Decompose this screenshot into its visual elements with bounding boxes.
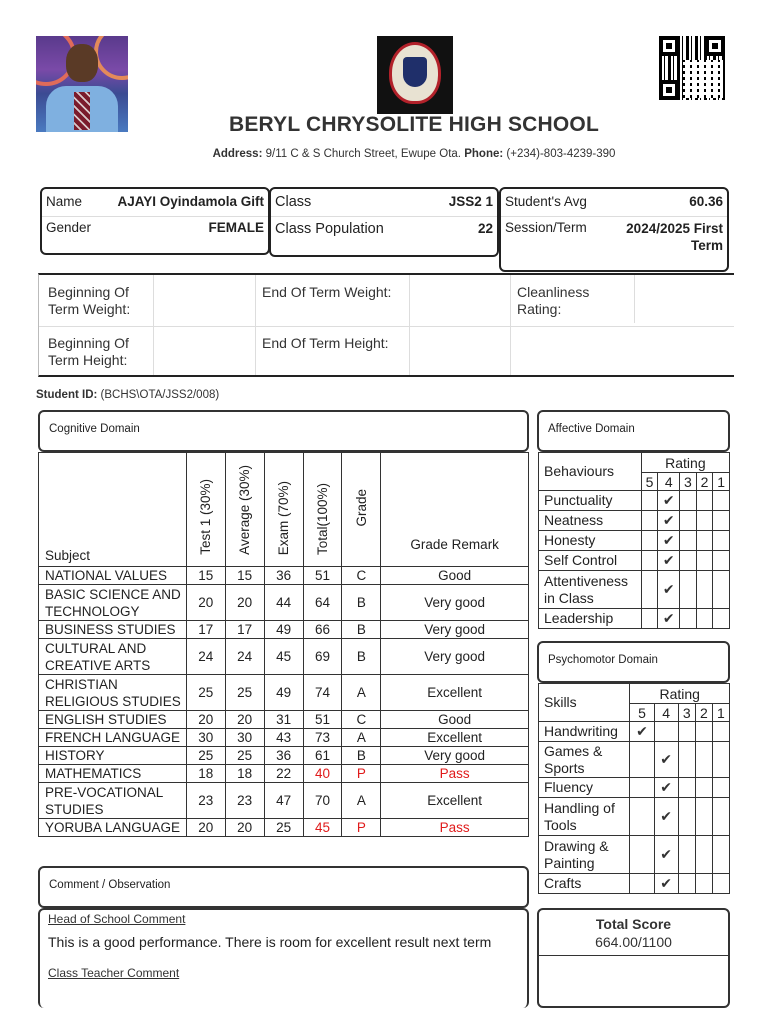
- affective-row: [539, 491, 730, 511]
- student-identity-box: [40, 187, 270, 255]
- subject-cell: NATIONAL VALUES: [39, 567, 187, 585]
- school-address: Address: 9/11 C & S Church Street, Ewupe Ota. Phone: (+234)-803-4239-390: [212, 148, 616, 160]
- psychomotor-label: Drawing & Painting: [539, 836, 630, 874]
- rating-cell: [695, 836, 712, 874]
- total-cell: 64: [303, 585, 342, 621]
- total-cell: 66: [303, 621, 342, 639]
- rating-cell: [630, 874, 654, 894]
- rating-cell: [713, 571, 730, 609]
- rating-cell: [680, 531, 697, 551]
- average-cell: 17: [225, 621, 264, 639]
- average-cell: 25: [225, 747, 264, 765]
- name-label: Name: [46, 194, 83, 209]
- test1-header: Test 1 (30%): [198, 479, 214, 555]
- rating-cell-checked: [658, 491, 680, 511]
- subject-header: Subject: [39, 453, 187, 567]
- psychomotor-label: Games & Sports: [539, 742, 630, 778]
- psychomotor-row: [539, 778, 730, 798]
- rating-cell: [641, 511, 658, 531]
- average-cell: 25: [225, 675, 264, 711]
- grade-cell: B: [342, 639, 381, 675]
- rating-cell-checked: [654, 742, 678, 778]
- test1-cell: 20: [186, 711, 225, 729]
- session-box: [499, 187, 729, 272]
- exam-cell: 36: [264, 567, 303, 585]
- psychomotor-domain-title: Psychomotor Domain: [537, 641, 730, 683]
- student-gender: FEMALE: [208, 220, 264, 235]
- rating-scale-3: 3: [680, 473, 697, 491]
- rating-cell: [678, 722, 695, 742]
- total-cell: 45: [303, 819, 342, 837]
- rating-cell: [712, 836, 729, 874]
- test1-cell: 20: [186, 819, 225, 837]
- rating-cell: [630, 836, 654, 874]
- remark-cell: Very good: [381, 621, 529, 639]
- rating-cell-checked: [630, 722, 654, 742]
- affective-label: Attentiveness in Class: [539, 571, 642, 609]
- rating-cell-checked: [654, 874, 678, 894]
- rating-cell: [712, 798, 729, 836]
- subject-cell: YORUBA LANGUAGE: [39, 819, 187, 837]
- subject-row: [39, 729, 529, 747]
- rating-scale-4: 4: [654, 704, 678, 722]
- rating-cell: [696, 551, 713, 571]
- rating-cell: [680, 511, 697, 531]
- rating-cell: [713, 551, 730, 571]
- rating-scale-5: 5: [630, 704, 654, 722]
- check-icon: ✔: [662, 552, 675, 568]
- psychomotor-table: [538, 683, 730, 894]
- subject-cell: MATHEMATICS: [39, 765, 187, 783]
- rating-cell: [696, 571, 713, 609]
- rating-cell: [695, 798, 712, 836]
- begin-height-label: Beginning Of Term Height:: [48, 335, 129, 368]
- exam-cell: 31: [264, 711, 303, 729]
- rating-scale-2: 2: [695, 704, 712, 722]
- test1-cell: 24: [186, 639, 225, 675]
- subject-row: [39, 675, 529, 711]
- remark-cell: Excellent: [381, 729, 529, 747]
- check-icon: ✔: [636, 723, 648, 739]
- total-cell: 61: [303, 747, 342, 765]
- average-cell: 20: [225, 819, 264, 837]
- rating-cell: [712, 742, 729, 778]
- rating-cell-checked: [654, 836, 678, 874]
- student-name: AJAYI Oyindamola Gift: [117, 194, 264, 209]
- psychomotor-label: Handwriting: [539, 722, 630, 742]
- cognitive-table: [38, 452, 529, 837]
- class-info-box: [269, 187, 499, 257]
- rating-cell: [680, 551, 697, 571]
- subject-row: [39, 639, 529, 675]
- check-icon: ✔: [662, 532, 675, 548]
- check-icon: ✔: [660, 846, 673, 862]
- psychomotor-label: Handling of Tools: [539, 798, 630, 836]
- cognitive-header-row: [39, 453, 529, 567]
- total-cell: 69: [303, 639, 342, 675]
- total-cell: 40: [303, 765, 342, 783]
- qr-code: [659, 36, 725, 100]
- psychomotor-row: [539, 798, 730, 836]
- test1-cell: 15: [186, 567, 225, 585]
- total-cell: 70: [303, 783, 342, 819]
- avg-value: 60.36: [689, 194, 723, 209]
- affective-label: Neatness: [539, 511, 642, 531]
- total-score-value: 664.00/1100: [595, 934, 672, 950]
- grade-cell: B: [342, 621, 381, 639]
- rating-cell: [713, 609, 730, 629]
- head-comment-label: Head of School Comment: [48, 912, 186, 926]
- exam-cell: 47: [264, 783, 303, 819]
- average-cell: 18: [225, 765, 264, 783]
- rating-cell: [641, 491, 658, 511]
- check-icon: ✔: [662, 581, 675, 597]
- remark-cell: Very good: [381, 747, 529, 765]
- subject-cell: BUSINESS STUDIES: [39, 621, 187, 639]
- affective-row: [539, 531, 730, 551]
- exam-cell: 49: [264, 621, 303, 639]
- begin-weight-label: Beginning Of Term Weight:: [48, 284, 131, 317]
- rating-cell: [696, 511, 713, 531]
- rating-cell: [630, 798, 654, 836]
- affective-label: Punctuality: [539, 491, 642, 511]
- grade-header: Grade: [353, 489, 369, 527]
- affective-row: [539, 571, 730, 609]
- rating-cell: [678, 836, 695, 874]
- average-header: Average (30%): [237, 465, 253, 555]
- check-icon: ✔: [662, 512, 675, 528]
- avg-label: Student's Avg: [505, 194, 587, 209]
- exam-cell: 49: [264, 675, 303, 711]
- rating-cell-checked: [658, 609, 680, 629]
- rating-scale-4: 4: [658, 473, 680, 491]
- affective-rating-header: Rating: [641, 453, 729, 473]
- affective-label: Leadership: [539, 609, 642, 629]
- psychomotor-row: [539, 874, 730, 894]
- test1-cell: 20: [186, 585, 225, 621]
- rating-cell: [680, 609, 697, 629]
- cognitive-domain-title: Cognitive Domain: [38, 410, 529, 452]
- subject-row: [39, 819, 529, 837]
- rating-cell: [696, 609, 713, 629]
- psychomotor-row: [539, 742, 730, 778]
- rating-scale-3: 3: [678, 704, 695, 722]
- average-cell: 15: [225, 567, 264, 585]
- rating-scale-1: 1: [712, 704, 729, 722]
- skills-header: Skills: [539, 684, 630, 722]
- rating-cell: [695, 742, 712, 778]
- average-cell: 20: [225, 585, 264, 621]
- test1-cell: 25: [186, 747, 225, 765]
- rating-cell: [641, 571, 658, 609]
- rating-cell: [654, 722, 678, 742]
- behaviours-header: Behaviours: [539, 453, 642, 491]
- school-logo: [377, 36, 453, 114]
- population-label: Class Population: [275, 221, 384, 237]
- average-cell: 20: [225, 711, 264, 729]
- rating-scale-2: 2: [696, 473, 713, 491]
- exam-cell: 44: [264, 585, 303, 621]
- session-label: Session/Term: [505, 220, 587, 235]
- remark-cell: Very good: [381, 639, 529, 675]
- end-weight-label: End Of Term Weight:: [262, 284, 392, 300]
- head-comment-text: This is a good performance. There is room for excellent result next term: [48, 934, 492, 950]
- exam-cell: 22: [264, 765, 303, 783]
- class-label: Class: [275, 194, 312, 210]
- rating-scale-5: 5: [641, 473, 658, 491]
- rating-cell: [695, 722, 712, 742]
- total-cell: 73: [303, 729, 342, 747]
- test1-cell: 25: [186, 675, 225, 711]
- rating-cell: [712, 778, 729, 798]
- test1-cell: 18: [186, 765, 225, 783]
- grade-cell: B: [342, 747, 381, 765]
- check-icon: ✔: [660, 751, 673, 767]
- rating-cell-checked: [658, 571, 680, 609]
- grade-cell: B: [342, 585, 381, 621]
- average-cell: 24: [225, 639, 264, 675]
- remark-cell: Pass: [381, 765, 529, 783]
- rating-cell-checked: [658, 511, 680, 531]
- grade-cell: A: [342, 729, 381, 747]
- total-cell: 51: [303, 567, 342, 585]
- exam-cell: 25: [264, 819, 303, 837]
- test1-cell: 17: [186, 621, 225, 639]
- psychomotor-row: [539, 722, 730, 742]
- exam-cell: 45: [264, 639, 303, 675]
- cleanliness-label: Cleanliness Rating:: [517, 284, 590, 317]
- rating-cell: [678, 874, 695, 894]
- affective-label: Self Control: [539, 551, 642, 571]
- session-value: 2024/2025 First Term: [626, 221, 723, 253]
- rating-cell: [713, 491, 730, 511]
- rating-cell: [695, 874, 712, 894]
- exam-header: Exam (70%): [276, 480, 292, 555]
- rating-cell: [695, 778, 712, 798]
- affective-label: Honesty: [539, 531, 642, 551]
- total-cell: 51: [303, 711, 342, 729]
- grade-cell: C: [342, 567, 381, 585]
- affective-table: [538, 452, 730, 629]
- rating-cell-checked: [658, 551, 680, 571]
- test1-cell: 30: [186, 729, 225, 747]
- affective-row: [539, 609, 730, 629]
- physical-measurements-table: [38, 273, 734, 377]
- rating-cell: [680, 491, 697, 511]
- rating-cell: [696, 531, 713, 551]
- subject-row: [39, 567, 529, 585]
- rating-cell: [680, 571, 697, 609]
- total-header: Total(100%): [314, 482, 330, 555]
- rating-cell: [712, 722, 729, 742]
- gender-label: Gender: [46, 220, 92, 235]
- grade-cell: C: [342, 711, 381, 729]
- rating-cell: [696, 491, 713, 511]
- grade-cell: A: [342, 783, 381, 819]
- subject-cell: FRENCH LANGUAGE: [39, 729, 187, 747]
- affective-row: [539, 511, 730, 531]
- rating-cell: [713, 531, 730, 551]
- school-name: BERYL CHRYSOLITE HIGH SCHOOL: [228, 113, 599, 136]
- rating-cell: [713, 511, 730, 531]
- psychomotor-rating-header: Rating: [630, 684, 730, 704]
- psychomotor-row: [539, 836, 730, 874]
- rating-cell: [678, 742, 695, 778]
- check-icon: ✔: [662, 610, 675, 626]
- rating-cell: [678, 798, 695, 836]
- teacher-comment-label: Class Teacher Comment: [48, 966, 180, 980]
- grade-cell: A: [342, 675, 381, 711]
- average-cell: 23: [225, 783, 264, 819]
- remark-cell: Pass: [381, 819, 529, 837]
- exam-cell: 43: [264, 729, 303, 747]
- check-icon: ✔: [662, 492, 675, 508]
- remark-cell: Very good: [381, 585, 529, 621]
- check-icon: ✔: [660, 808, 673, 824]
- remark-header: Grade Remark: [381, 453, 529, 567]
- student-id: Student ID: (BCHS\OTA/JSS2/008): [36, 389, 220, 401]
- total-cell: 74: [303, 675, 342, 711]
- remark-cell: Excellent: [381, 675, 529, 711]
- affective-row: [539, 551, 730, 571]
- rating-cell: [678, 778, 695, 798]
- grade-cell: P: [342, 819, 381, 837]
- rating-cell: [630, 742, 654, 778]
- grade-cell: P: [342, 765, 381, 783]
- subject-row: [39, 783, 529, 819]
- subject-cell: BASIC SCIENCE AND TECHNOLOGY: [39, 585, 187, 621]
- remark-cell: Good: [381, 711, 529, 729]
- psychomotor-label: Crafts: [539, 874, 630, 894]
- check-icon: ✔: [660, 875, 673, 891]
- population-value: 22: [477, 221, 493, 236]
- rating-cell: [641, 531, 658, 551]
- average-cell: 30: [225, 729, 264, 747]
- subject-row: [39, 585, 529, 621]
- check-icon: ✔: [660, 779, 673, 795]
- comment-title: Comment / Observation: [38, 866, 529, 908]
- rating-cell: [630, 778, 654, 798]
- subject-cell: HISTORY: [39, 747, 187, 765]
- rating-cell-checked: [658, 531, 680, 551]
- exam-cell: 36: [264, 747, 303, 765]
- subject-cell: ENGLISH STUDIES: [39, 711, 187, 729]
- rating-cell: [712, 874, 729, 894]
- rating-cell-checked: [654, 798, 678, 836]
- subject-cell: PRE-VOCATIONAL STUDIES: [39, 783, 187, 819]
- subject-row: [39, 747, 529, 765]
- subject-cell: CHRISTIAN RELIGIOUS STUDIES: [39, 675, 187, 711]
- class-value: JSS2 1: [448, 194, 493, 209]
- end-height-label: End Of Term Height:: [262, 335, 389, 351]
- subject-row: [39, 711, 529, 729]
- subject-row: [39, 621, 529, 639]
- remark-cell: Good: [381, 567, 529, 585]
- total-score-box: [537, 908, 730, 1008]
- rating-cell-checked: [654, 778, 678, 798]
- rating-scale-1: 1: [713, 473, 730, 491]
- affective-domain-title: Affective Domain: [537, 410, 730, 452]
- test1-cell: 23: [186, 783, 225, 819]
- rating-cell: [641, 609, 658, 629]
- subject-cell: CULTURAL AND CREATIVE ARTS: [39, 639, 187, 675]
- remark-cell: Excellent: [381, 783, 529, 819]
- rating-cell: [641, 551, 658, 571]
- psychomotor-label: Fluency: [539, 778, 630, 798]
- total-score-label: Total Score: [595, 916, 672, 932]
- comment-section: [38, 908, 529, 1008]
- subject-row: [39, 765, 529, 783]
